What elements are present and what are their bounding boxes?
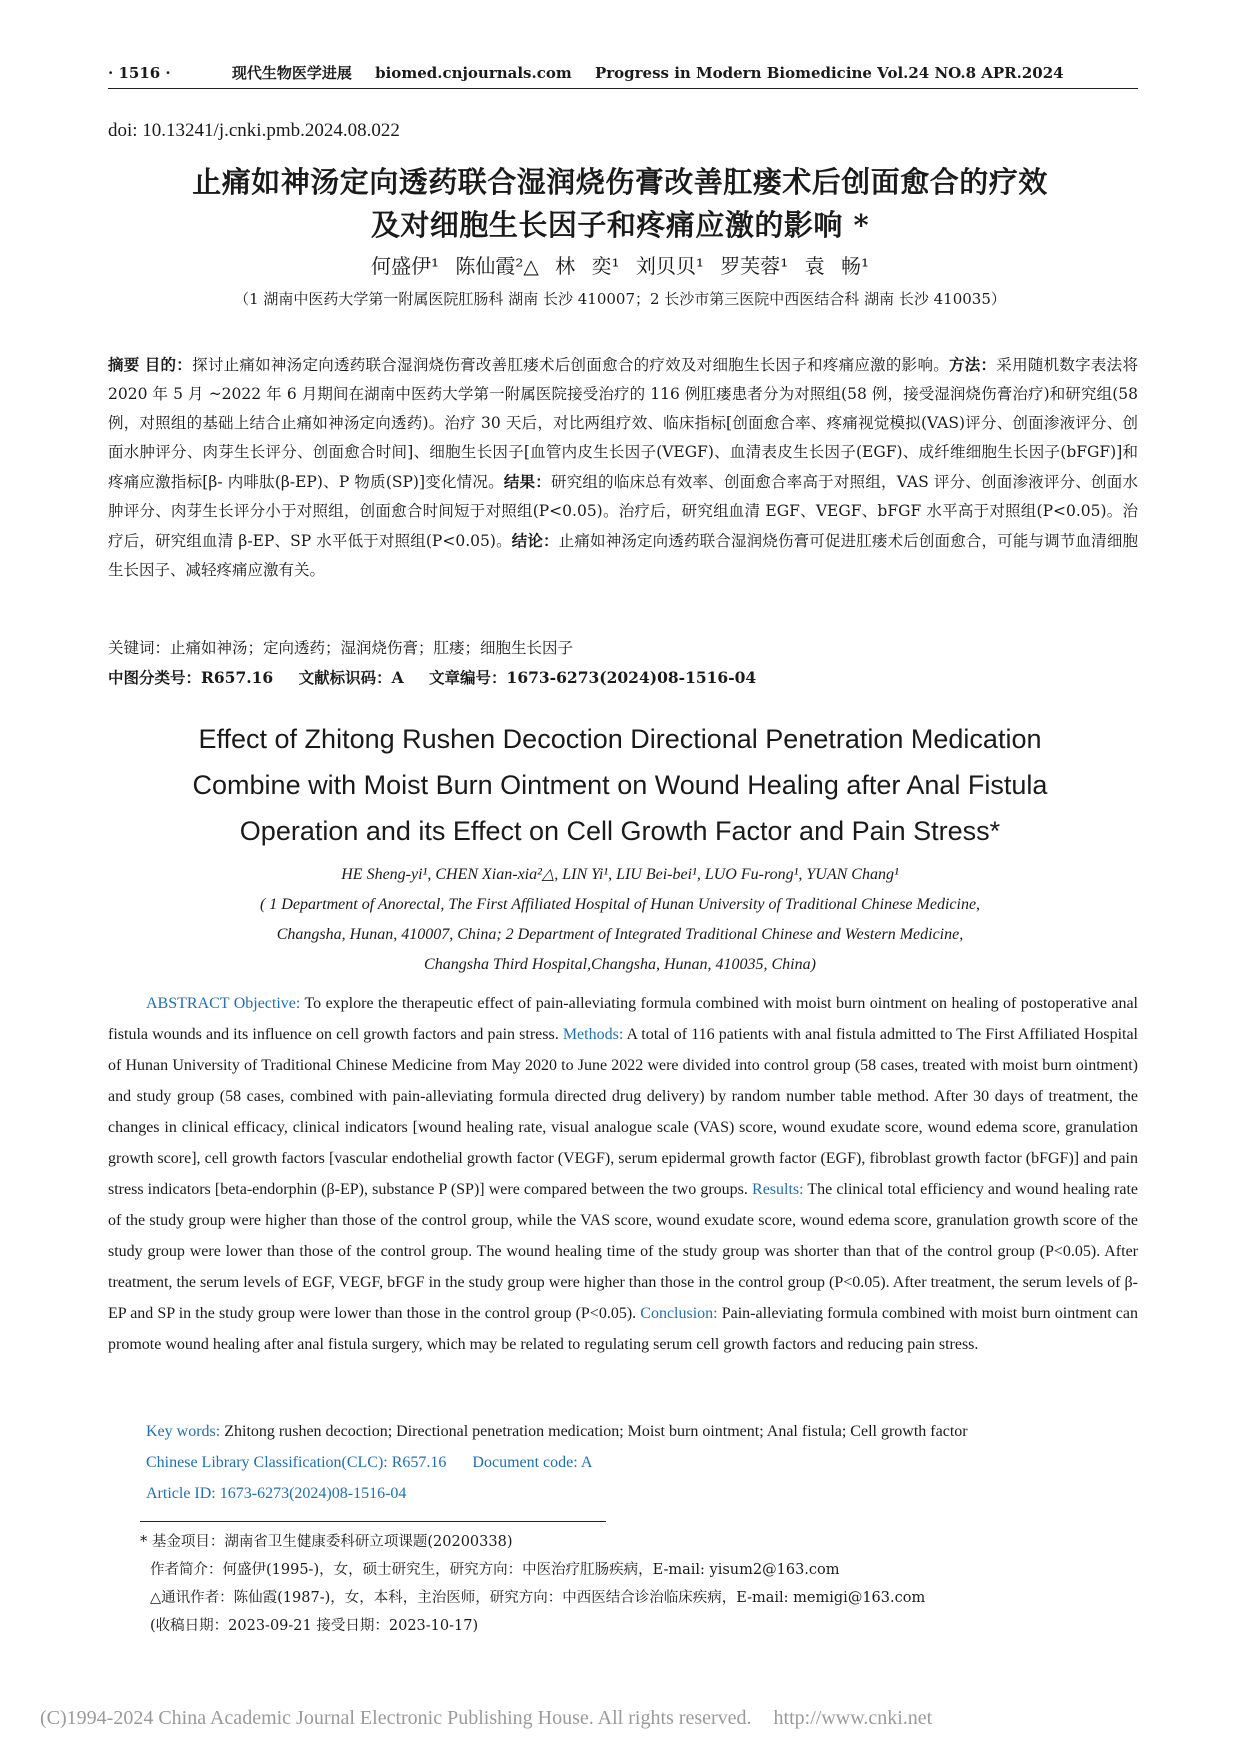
page-number: · 1516 · (108, 64, 171, 82)
abstract-cn-conclusion-label: 结论： (511, 531, 559, 550)
title-en-line-1: Effect of Zhitong Rushen Decoction Directional Penetration Medication (198, 724, 1042, 754)
abstract-cn-results: 研究组的临床总有效率、创面愈合率高于对照组，VAS 评分、创面渗液评分、创面水肿评分、肉芽生长评分小于对照组，创面愈合时间短于对照组(P<0.05)。治疗后，研究组血清 EGF、VEGF、bFGF 水平高于对照组(P<0.05)。治疗后，研究组血清 β-EP、SP 水平低于对照组(P<0.05)。 (108, 473, 1138, 550)
copyright-notice (40, 1707, 1200, 1730)
abstract-cn-objective-label: 目的： (144, 355, 193, 374)
keywords-en (146, 1423, 968, 1441)
abstract-en-methods: A total of 116 patients with anal fistula admitted to The First Affiliated Hospital of Hunan University of Traditional Chinese Medicine from May 2020 to June 2022 were divided into control group (58 cases, treated with moist burn ointment) and study group (58 cases, combined with pain-alleviating formula directed drug delivery) by random number table method. After 30 days of treatment, the changes in clinical efficacy, clinical indicators [wound healing rate, visual analogue scale (VAS) score, wound exudate score, wound edema score, granulation growth score], cell growth factors [vascular endothelial growth factor (VEGF), serum epidermal growth factor (EGF), fibroblast growth factor (bFGF)] and pain stress indicators [beta-endorphin (β-EP), substance P (SP)] were compared between the two groups. (108, 1026, 1139, 1198)
abstract-en-objective: To explore the therapeutic effect of pain-alleviating formula combined with moist burn ointment on healing of postoperative anal fistula wounds and its influence on cell growth factors and pain stress. (108, 995, 1139, 1043)
footnote-corresponding-author: △通讯作者：陈仙霞(1987-)，女，本科，主治医师，研究方向：中西医结合诊治临床疾病，E-mail: memigi@163.com (150, 1590, 926, 1606)
journal-site: biomed.cnjournals.com (375, 64, 572, 82)
authors-en: HE Sheng-yi¹, CHEN Xian-xia²△, LIN Yi¹, LIU Bei-bei¹, LUO Fu-rong¹, YUAN Chang¹ (341, 866, 899, 883)
header-rule (108, 88, 1138, 89)
classification-en (146, 1454, 592, 1472)
cnki-url[interactable]: http://www.cnki.net (773, 1707, 933, 1729)
abstract-en (108, 988, 1138, 1360)
journal-name-cn: 现代生物医学进展 (231, 64, 352, 82)
abstract-cn-label: 摘要 (108, 355, 140, 374)
article-number-cn: 文章编号：1673-6273(2024)08-1516-04 (429, 668, 757, 687)
abstract-en-results: The clinical total efficiency and wound healing rate of the study group were higher than those of the control group, while the VAS score, wound exudate score, wound edema score, granulation growth score of the study group were lower than those of the control group. The wound healing time of the study group was shorter than that of the control group (P<0.05). After treatment, the serum levels of EGF, VEGF, bFGF in the study group were higher than those in the control group (P<0.05). After treatment, the serum levels of β-EP and SP in the study group were lower than those in the control group (P<0.05). (108, 1181, 1139, 1322)
keywords-cn: 关键词：止痛如神汤；定向透药；湿润烧伤膏；肛瘘；细胞生长因子 (108, 639, 574, 657)
clc-number-en: Chinese Library Classification(CLC): R657.16 (146, 1454, 447, 1471)
abstract-cn (108, 350, 1138, 585)
title-cn-line-2: 及对细胞生长因子和疼痛应激的影响 * (370, 208, 870, 242)
abstract-cn-methods: 采用随机数字表法将 2020 年 5 月 ~2022 年 6 月期间在湖南中医药大学第一附属医院接受治疗的 116 例肛瘘患者分为对照组(58 例，接受湿润烧伤膏治疗)和研究组(58 例，对照组的基础上结合止痛如神汤定向透药)。治疗 30 天后，对比两组疗效、临床指标[创面愈合率、疼痛视觉模拟(VAS)评分、创面渗液评分、创面水肿评分、肉芽生长评分、创面愈合时间]、细胞生长因子[血管内皮生长因子(VEGF)、血清表皮生长因子(EGF)、成纤维细胞生长因子(bFGF)]和疼痛应激指标[β- 内啡肽(β-EP)、P 物质(SP)]变化情况。 (108, 356, 1138, 491)
abstract-en-results-label: Results: (752, 1181, 804, 1198)
classification-cn (108, 666, 776, 688)
keywords-en-text: Zhitong rushen decoction; Directional penetration medication; Moist burn ointment; Anal fistula; Cell growth factor (220, 1423, 968, 1440)
abstract-en-conclusion: Pain-alleviating formula combined with moist burn ointment can promote wound healing after anal fistula surgery, which may be related to regulating serum cell growth factors and reducing pain stress. (108, 1305, 1138, 1353)
doi: doi: 10.13241/j.cnki.pmb.2024.08.022 (108, 120, 400, 141)
footnote-author-bio: 作者简介：何盛伊(1995-)，女，硕士研究生，研究方向：中医治疗肛肠疾病，E-mail: yisum2@163.com (150, 1562, 840, 1578)
authors-cn: 何盛伊¹ 陈仙霞²△ 林 奕¹ 刘贝贝¹ 罗芙蓉¹ 袁 畅¹ (371, 254, 869, 278)
document-code-en: Document code: A (472, 1454, 593, 1471)
copyright-text: (C)1994-2024 China Academic Journal Electronic Publishing House. All rights reserved. (40, 1707, 752, 1729)
clc-number-cn: 中图分类号：R657.16 (108, 668, 274, 687)
abstract-cn-conclusion: 止痛如神汤定向透药联合湿润烧伤膏可促进肛瘘术后创面愈合，可能与调节血清细胞生长因子、减轻疼痛应激有关。 (108, 532, 1138, 579)
affiliation-en-line-2: Changsha, Hunan, 410007, China; 2 Department of Integrated Traditional Chinese and Western Medicine, (276, 926, 964, 943)
abstract-en-conclusion-label: Conclusion: (640, 1305, 718, 1322)
abstract-cn-results-label: 结果： (503, 472, 551, 491)
title-en-line-3: Operation and its Effect on Cell Growth Factor and Pain Stress* (239, 816, 1001, 846)
affiliation-en-line-3: Changsha Third Hospital,Changsha, Hunan, 410035, China) (424, 956, 816, 973)
abstract-cn-methods-label: 方法： (948, 355, 997, 374)
running-header (108, 62, 1138, 83)
footnote-fund: * 基金项目：湖南省卫生健康委科研立项课题(20200338) (140, 1534, 513, 1550)
keywords-en-label: Key words: (146, 1423, 221, 1440)
footnote-rule (140, 1521, 606, 1522)
title-en-line-2: Combine with Moist Burn Ointment on Wound Healing after Anal Fistula (192, 770, 1048, 800)
abstract-cn-objective: 探讨止痛如神汤定向透药联合湿润烧伤膏改善肛瘘术后创面愈合的疗效及对细胞生长因子和疼痛应激的影响。 (192, 356, 949, 374)
abstract-en-methods-label: Methods: (562, 1026, 624, 1043)
abstract-en-objective-label: ABSTRACT Objective: (146, 995, 301, 1012)
footnote-dates: (收稿日期：2023-09-21 接受日期：2023-10-17) (150, 1618, 479, 1634)
title-cn-line-1: 止痛如神汤定向透药联合湿润烧伤膏改善肛瘘术后创面愈合的疗效 (192, 165, 1048, 199)
article-id-en: Article ID: 1673-6273(2024)08-1516-04 (146, 1485, 407, 1502)
document-code-cn: 文献标识码：A (298, 668, 404, 687)
affiliation-en-line-1: ( 1 Department of Anorectal, The First Affiliated Hospital of Hunan University of Traditional Chinese Medicine, (259, 896, 981, 913)
journal-name-en: Progress in Modern Biomedicine Vol.24 NO.8 APR.2024 (594, 64, 1064, 82)
affiliation-cn: （1 湖南中医药大学第一附属医院肛肠科 湖南 长沙 410007；2 长沙市第三医院中西医结合科 湖南 长沙 410035） (234, 290, 1006, 308)
